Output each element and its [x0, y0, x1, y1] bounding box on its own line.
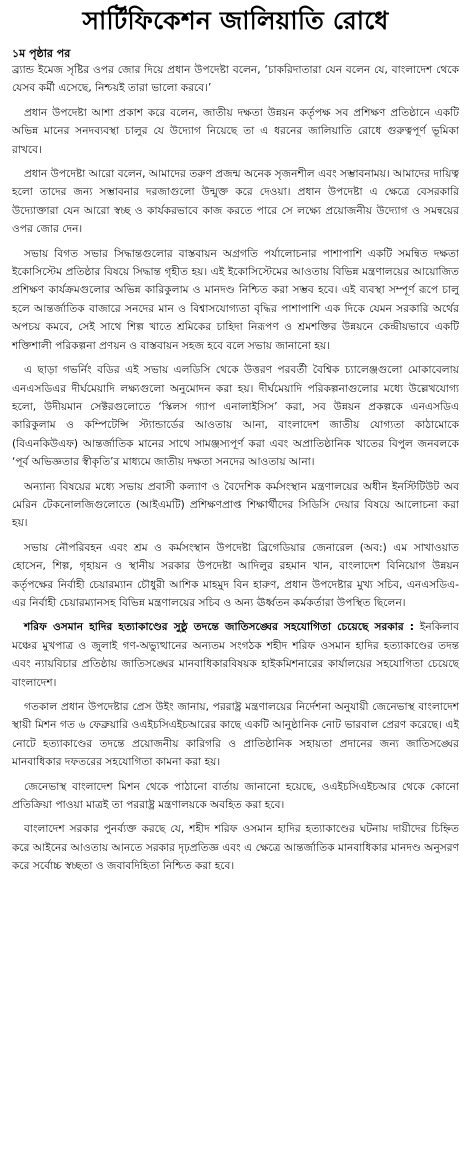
article-headline: সার্টিফিকেশন জালিয়াতি রোধে — [82, 6, 389, 35]
article-paragraph: প্রধান উপদেষ্টা আরো বলেন, আমাদের তরুণ প্রজন্ম অনেক সৃজনশীল এবং সম্ভাবনাময়। আমাদের দায়িত্ব হলো তাদের জন্য সম্ভাবনার দরজাগুলো উন্মুক্ত করে দেওয়া। প্রধান উপদেষ্টা এ ক্ষেত্রে বেসরকারি উদ্যোক্তারা যেন আরো স্বচ্ছ ও কার্যকরভাবে কাজ করতে পারে সে লক্ষ্যে প্রয়োজনীয় উদ্যোগ ও সমন্বয়ের ওপর জোর দেন। — [12, 168, 459, 236]
article-paragraph: ব্র্যান্ড ইমেজ সৃষ্টির ওপর জোর দিয়ে প্রধান উপদেষ্টা বলেন, ‘চাকরিদাতারা যেন বলেন যে, বাংলাদেশ থেকে যেসব কর্মী এসেছে, নিশ্চয়ই তারা ভালো করবে।’ — [12, 64, 459, 95]
subsection-paragraph: জেনেভাস্থ বাংলাদেশ মিশন থেকে পাঠানো বার্তায় জানানো হয়েছে, ওএইচসিএইচআর থেকে কোনো প্রতিক্রিয়া পাওয়া মাত্রই তা পররাষ্ট্র মন্ত্রণালয়কে অবহিত করা হবে। — [12, 780, 459, 812]
subsection-paragraph: গতকাল প্রধান উপদেষ্টার প্রেস উইং জানায়, পররাষ্ট্র মন্ত্রণালয়ের নির্দেশনা অনুযায়ী জেনেভাস্থ বাংলাদেশ স্থায়ী মিশন গত ৬ ফেব্রুয়ারি ওএইচসিএইচআরের কাছে একটি আনুষ্ঠানিক নোট ভারবাল প্রেরণ করেছে। এই নোটে হত্যাকাণ্ডের তদন্তে প্রয়োজনীয় কারিগরি ও প্রাতিষ্ঠানিক সহায়তা প্রদানের জন্য জাতিসঙ্ঘের মানবাধিকার দফতরের সহযোগিতা কামনা করা হয়। — [12, 701, 459, 769]
article-paragraph: সভায় বিগত সভার সিদ্ধান্তগুলোর বাস্তবায়ন অগ্রগতি পর্যালোচনার পাশাপাশি একটি সমন্বিত দক্ষতা ইকোসিস্টেম প্রতিষ্ঠার বিষয়ে সিদ্ধান্ত গৃহীত হয়। এই ইকোসিস্টেমের আওতায় বিভিন্ন মন্ত্রণালয়ের আয়োজিত প্রশিক্ষণ কার্যক্রমগুলোর অভিন্ন কারিকুলাম ও মানদণ্ড নিশ্চিত করা সম্ভব হবে। এই ব্যবস্থা সম্পূর্ণ রূপে চালু হলে আন্তর্জাতিক বাজারে সনদের মান ও বিশ্বাসযোগ্যতা বৃদ্ধির পাশাপাশি এক দিকে যেমন সরকারি অর্থের অপচয় কমবে, সেই সাথে শিল্প খাতে শ্রমিকের চাহিদা নিরূপণ ও শ্রমশক্তির উন্নয়নে কেন্দ্রীয়ভাবে একটি শক্তিশালী পরিকল্পনা প্রণয়ন ও বাস্তবায়ন সহজ হবে বলে সভায় জানানো হয়। — [12, 247, 459, 352]
article-paragraph: এ ছাড়া গভর্নিং বডির এই সভায় এলডিসি থেকে উত্তরণ পরবর্তী বৈশ্বিক চ্যালেঞ্জগুলো মোকাবেলায় এনএসডিএর দীর্ঘমেয়াদি লক্ষ্যগুলো অনুমোদন করা হয়। দীর্ঘমেয়াদি পরিকল্পনাগুলোর মধ্যে উল্লেখযোগ্য হলো, উদীয়মান সেক্টরগুলোতে ‘স্কিলস গ্যাপ এনালাইসিস’ করা, সব উন্নয়ন প্রকল্পকে এনএসডিএ কারিকুলাম ও কম্পিটেন্সি স্ট্যান্ডার্ডের আওতায় আনা, বাংলাদেশ জাতীয় যোগ্যতা কাঠামোকে (বিএনকিউএফ) আন্তর্জাতিক মানের সাথে সামঞ্জস্যপূর্ণ করা এবং অপ্রাতিষ্ঠানিক খাতের বিপুল জনবলকে ‘পূর্ব অভিজ্ঞতার স্বীকৃতি’র মাধ্যমে জাতীয় দক্ষতা সনদের আওতায় আনা। — [12, 364, 459, 469]
subsection-paragraph: বাংলাদেশ সরকার পুনর্ব্যক্ত করছে যে, শহীদ শরিফ ওসমান হাদির হত্যাকাণ্ডের ঘটনায় দায়ীদের চিহ্নিত করে আইনের আওতায় আনতে সরকার দৃঢ়প্রতিজ্ঞ এবং এ ক্ষেত্রে আন্তর্জাতিক মানবাধিকার মানদণ্ড অনুসরণ করে সর্বোচ্চ স্বচ্ছতা ও জবাবদিহিতা নিশ্চিত করা হবে। — [12, 823, 459, 873]
article-body — [12, 61, 459, 876]
article-paragraph: সভায় নৌপরিবহন এবং শ্রম ও কর্মসংস্থান উপদেষ্টা ব্রিগেডিয়ার জেনারেল (অব:) এম সাখাওয়াত হোসেন, শিল্প, গৃহায়ন ও স্থানীয় সরকার উপদেষ্টা আদিলুর রহমান খান, বাংলাদেশ বিনিয়োগ উন্নয়ন কর্তৃপক্ষের নির্বাহী চেয়ারম্যান চৌধুরী আশিক মাহমুদ বিন হারুণ, প্রধান উপদেষ্টার মুখ্য সচিব, এনএসডিএ-এর নির্বাহী চেয়ারম্যানসহ বিভিন্ন মন্ত্রণালয়ের সচিব ও অন্য ঊর্ধ্বতন কর্মকর্তারা উপস্থিত ছিলেন। — [12, 541, 459, 609]
subsection-lead-paragraph — [12, 618, 459, 692]
article-paragraph: অন্যান্য বিষয়ের মধ্যে সভায় প্রবাসী কল্যাণ ও বৈদেশিক কর্মসংস্থান মন্ত্রণালয়ের অধীন ইনস্টিটিউট অব মেরিন টেকনোলজিগুলোতে (আইএমটি) প্রশিক্ষণপ্রাপ্ত শিক্ষার্থীদের সিডিসি দেয়ার বিষয়ে আলোচনা করা হয়। — [12, 480, 459, 530]
subsection-lead-text: ইনকিলাব মঞ্চের মুখপাত্র ও জুলাই গণ-অভ্যুত্থানের অন্যতম সংগঠক শহীদ শরিফ ওসমান হাদির হত্যাকাণ্ডের তদন্ত এবং ন্যায়বিচার প্রতিষ্ঠায় জাতিসঙ্ঘের মানবাধিকারবিষয়ক হাইকমিশনারের কার্যালয়ের সহযোগিতা চেয়েছে বাংলাদেশ। — [12, 621, 459, 689]
continued-from-label: ১ম পৃষ্ঠার পর — [12, 47, 71, 60]
article-paragraph: প্রধান উপদেষ্টা আশা প্রকাশ করে বলেন, জাতীয় দক্ষতা উন্নয়ন কর্তৃপক্ষ সব প্রশিক্ষণ প্রতিষ্ঠানে একটি অভিন্ন মানের সনদব্যবস্থা চালুর যে উদ্যোগ নিয়েছে তা এ ধরনের জালিয়াতি রোধে গুরুত্বপূর্ণ ভূমিকা রাখবে। — [12, 106, 459, 156]
subsection-heading: শরিফ ওসমান হাদির হত্যাকাণ্ডের সুষ্ঠু তদন্তে জাতিসঙ্ঘের সহযোগিতা চেয়েছে সরকার : — [24, 621, 415, 634]
